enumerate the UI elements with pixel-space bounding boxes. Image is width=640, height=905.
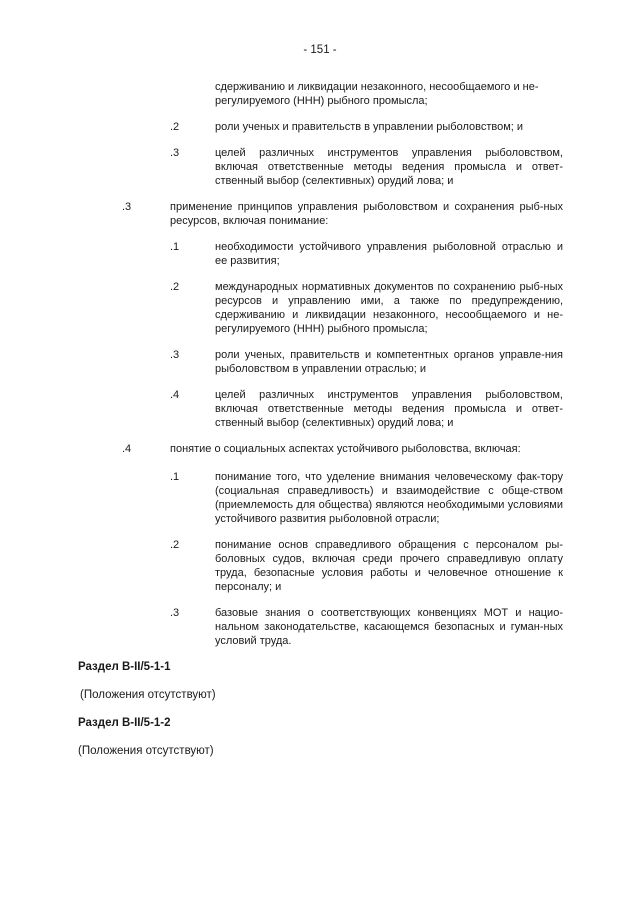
list-item-marker: .1	[170, 241, 180, 253]
list-item-marker: .3	[170, 147, 180, 159]
list-item-text: роли ученых и правительств в управлении рыболовством; и	[215, 121, 524, 133]
list-item-text: роли ученых, правительств и компетентных органов управле-ния рыболовством в управлении отраслью; и	[215, 349, 563, 375]
list-item-marker: .2	[170, 539, 180, 551]
section-note: (Положения отсутствуют)	[78, 745, 214, 757]
list-item-text: базовые знания о соответствующих конвенциях МОТ и нацио-нальном законодательстве, касающемся безопасных и гуман-ных условий труда.	[215, 607, 563, 647]
list-item-marker: .3	[122, 201, 132, 213]
list-item-marker: .3	[170, 349, 180, 361]
list-item-marker: .2	[170, 121, 180, 133]
page-number: - 151 -	[303, 44, 337, 56]
list-item-marker: .2	[170, 281, 180, 293]
list-item-marker: .3	[170, 607, 180, 619]
list-item-text: понимание основ справедливого обращения с персоналом ры-боловных судов, включая среди прочего справедливую оплату труда, безопасные условия работы и человечное отношение к персоналу; и	[215, 539, 563, 593]
section-heading: Раздел B-II/5-1-2	[78, 717, 171, 729]
list-item-marker: .4	[170, 389, 180, 401]
list-item-text: международных нормативных документов по сохранению рыб-ных ресурсов и управлению ими, а также по предупреждению, сдерживанию и ликвидации незаконного, несообщаемого и не-регулируемого (ННН) рыбного промысла;	[215, 281, 563, 335]
list-item-text: целей различных инструментов управления рыболовством, включая ответственные методы ведения промысла и ответ-ственный выбор (селективных) орудий лова; и	[215, 147, 563, 187]
list-item-text: понимание того, что уделение внимания человеческому фак-тору (социальная справедливость) и взаимодействие с обще-ством (приемлемость для общества) являются необходимыми условиями устойчивого развития рыболовной отрасли;	[215, 471, 563, 525]
list-item-text: понятие о социальных аспектах устойчивого рыболовства, включая:	[170, 443, 521, 455]
section-heading: Раздел B-II/5-1-1	[78, 661, 171, 673]
list-item-text: целей различных инструментов управления рыболовством, включая ответственные методы ведения промысла и ответ-ственный выбор (селективных) орудий лова; и	[215, 389, 563, 429]
list-item-text: необходимости устойчивого управления рыболовной отраслью и ее развития;	[215, 241, 563, 267]
section-note: (Положения отсутствуют)	[80, 689, 216, 701]
list-item-text: сдерживанию и ликвидации незаконного, несообщаемого и не- регулируемого (ННН) рыбного промысла;	[215, 81, 539, 107]
list-item-marker: .4	[122, 443, 132, 455]
list-item-marker: .1	[170, 471, 180, 483]
list-item-text: применение принципов управления рыболовством и сохранения рыб-ных ресурсов, включая понимание:	[170, 201, 563, 227]
